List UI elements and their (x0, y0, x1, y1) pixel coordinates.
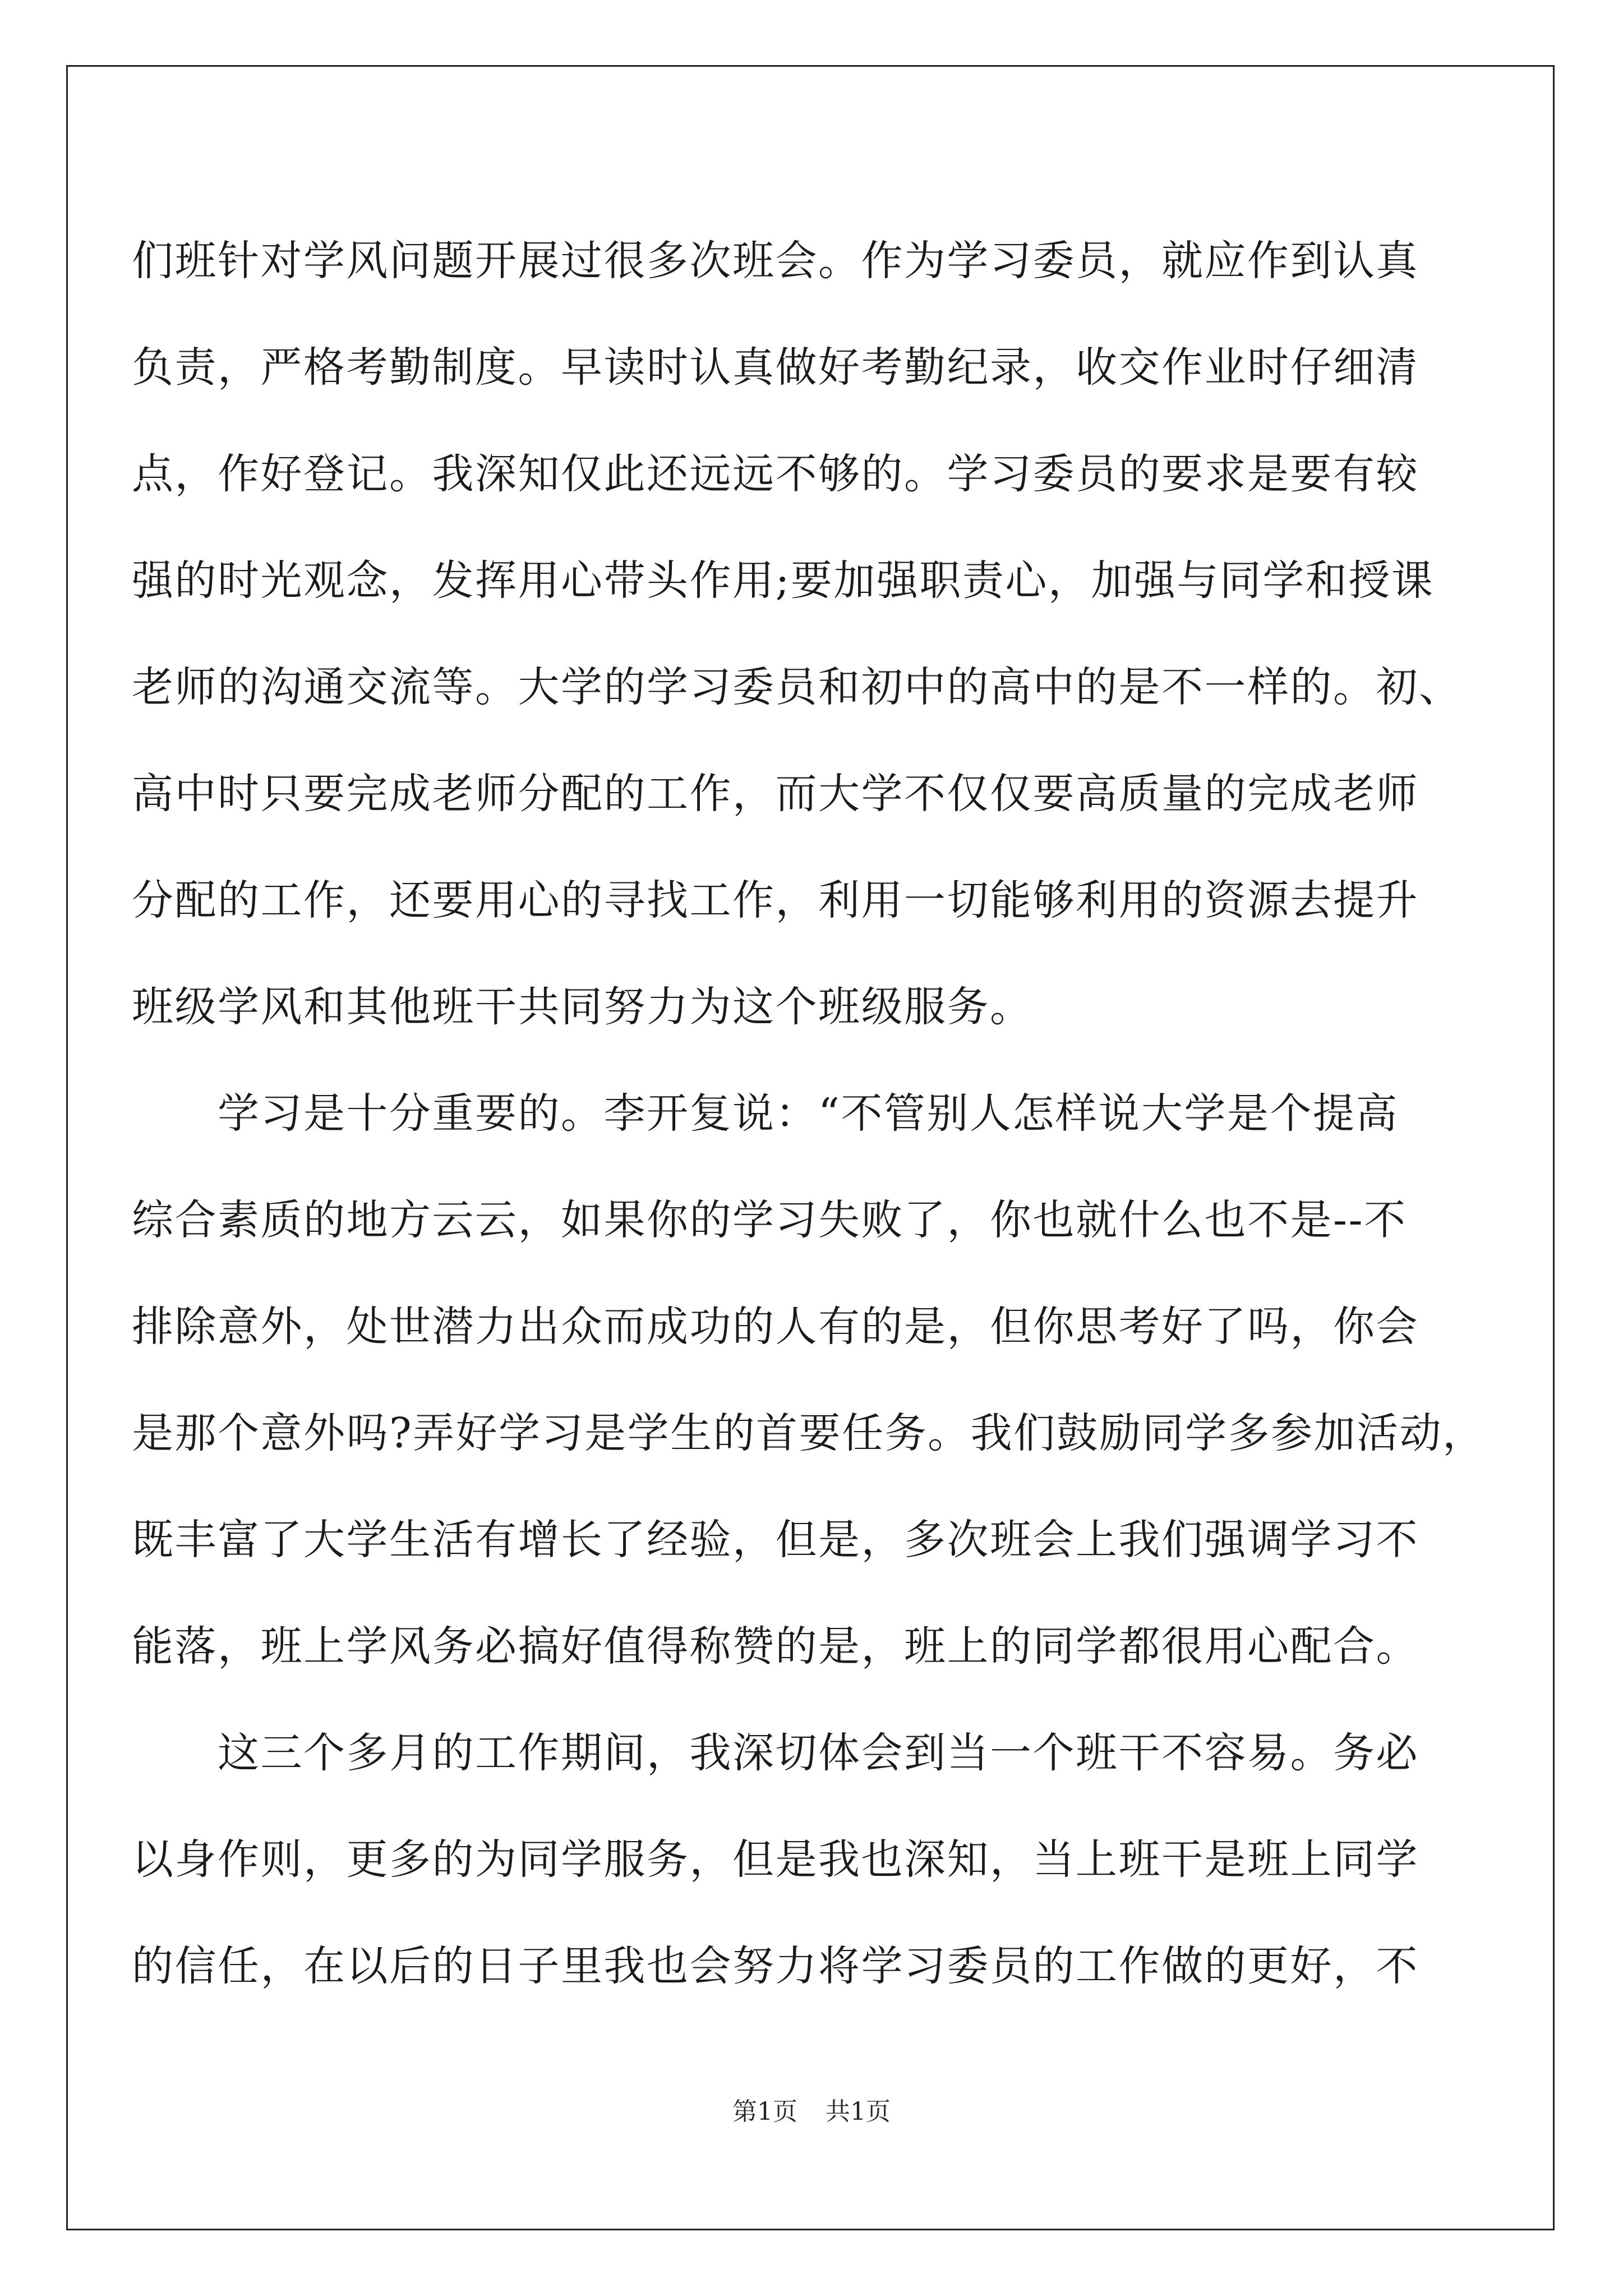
document-body (132, 208, 1491, 2019)
text-line: 强的时光观念，发挥用心带头作用;要加强职责心，加强与同学和授课 (132, 556, 1435, 605)
text-line: 这三个多月的工作期间，我深切体会到当一个班干不容易。务必 (132, 1729, 1419, 1777)
text-line: 分配的工作，还要用心的寻找工作，利用一切能够利用的资源去提升 (132, 876, 1419, 924)
text-line: 是那个意外吗?弄好学习是学生的首要任务。我们鼓励同学多参加活动， (132, 1409, 1486, 1457)
text-line: 既丰富了大学生活有增长了经验，但是，多次班会上我们强调学习不 (132, 1516, 1419, 1564)
page-number-current: 第1页 (732, 2097, 797, 2126)
text-line: 老师的沟通交流等。大学的学习委员和初中的高中的是不一样的。初、 (132, 663, 1462, 711)
text-line: 的信任，在以后的日子里我也会努力将学习委员的工作做的更好，不 (132, 1942, 1419, 1990)
text-line: 班级学风和其他班干共同努力为这个班级服务。 (132, 983, 1033, 1031)
text-line: 以身作则，更多的为同学服务，但是我也深知，当上班干是班上同学 (132, 1835, 1419, 1884)
page-footer (0, 2095, 1623, 2129)
text-line: 们班针对学风问题开展过很多次班会。作为学习委员，就应作到认真 (132, 237, 1419, 285)
text-line: 点，作好登记。我深知仅此还远远不够的。学习委员的要求是要有较 (132, 450, 1419, 498)
text-line: 高中时只要完成老师分配的工作，而大学不仅仅要高质量的完成老师 (132, 770, 1419, 818)
text-line: 学习是十分重要的。李开复说：“不管别人怎样说大学是个提高 (132, 1089, 1399, 1138)
text-line: 能落，班上学风务必搞好值得称赞的是，班上的同学都很用心配合。 (132, 1622, 1419, 1671)
text-line: 排除意外，处世潜力出众而成功的人有的是，但你思考好了吗，你会 (132, 1303, 1419, 1351)
text-line: 综合素质的地方云云，如果你的学习失败了，你也就什么也不是--不 (132, 1196, 1407, 1244)
page-number-total: 共1页 (826, 2097, 891, 2126)
text-line: 负责，严格考勤制度。早读时认真做好考勤纪录，收交作业时仔细清 (132, 343, 1419, 392)
